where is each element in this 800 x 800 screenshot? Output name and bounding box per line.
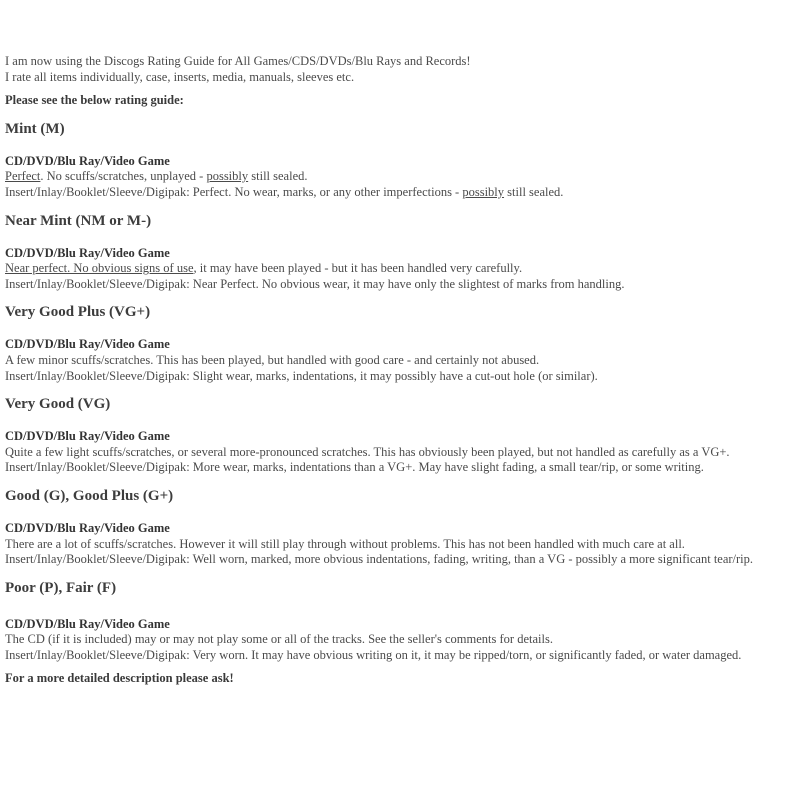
text: . No scuffs/scratches, unplayed - bbox=[40, 169, 207, 184]
rating-guide bbox=[5, 54, 797, 687]
media-description: There are a lot of scuffs/scratches. However it will still play through without problems. This has not been handled with much care at all. bbox=[5, 536, 685, 551]
media-description: A few minor scuffs/scratches. This has been played, but handled with good care - and certainly not abused. bbox=[5, 352, 540, 367]
media-description bbox=[5, 169, 797, 185]
media-subhead: CD/DVD/Blu Ray/Video Game bbox=[5, 429, 170, 444]
insert-description: Insert/Inlay/Booklet/Sleeve/Digipak: Well worn, marked, more obvious indentations, fading, writing, than a VG - possibly a more significant tear/rip. bbox=[5, 552, 754, 567]
grade-near-mint bbox=[5, 212, 797, 293]
grade-title: Very Good Plus (VG+) bbox=[5, 304, 151, 321]
grade-title: Mint (M) bbox=[5, 120, 65, 137]
grade-mint bbox=[5, 120, 797, 201]
media-description: Quite a few light scuffs/scratches, or several more-pronounced scratches. This has obviously been played, but not handled as carefully as a VG+. bbox=[5, 444, 730, 459]
media-subhead: CD/DVD/Blu Ray/Video Game bbox=[5, 337, 170, 352]
media-description: The CD (if it is included) may or may not play some or all of the tracks. See the seller's comments for details. bbox=[5, 632, 553, 647]
insert-description: Insert/Inlay/Booklet/Sleeve/Digipak: Very worn. It may have obvious writing on it, it may be ripped/torn, or significantly faded, or water damaged. bbox=[5, 647, 742, 662]
media-subhead: CD/DVD/Blu Ray/Video Game bbox=[5, 245, 170, 260]
underlined-text: possibly bbox=[462, 184, 505, 199]
media-subhead: CD/DVD/Blu Ray/Video Game bbox=[5, 616, 170, 631]
text: , it may have been played - but it has been handled very carefully. bbox=[193, 261, 523, 276]
grade-vg-plus bbox=[5, 303, 797, 384]
insert-description: Insert/Inlay/Booklet/Sleeve/Digipak: Slight wear, marks, indentations, it may possibly have a cut-out hole (or similar). bbox=[5, 368, 598, 383]
grade-title: Near Mint (NM or M-) bbox=[5, 212, 152, 229]
underlined-text: possibly bbox=[206, 169, 249, 184]
media-subhead: CD/DVD/Blu Ray/Video Game bbox=[5, 153, 170, 168]
text: still sealed. bbox=[248, 169, 308, 184]
insert-description: Insert/Inlay/Booklet/Sleeve/Digipak: Near Perfect. No obvious wear, it may have only the slightest of marks from handling. bbox=[5, 276, 625, 291]
text: still sealed. bbox=[504, 184, 564, 199]
intro-line-2: I rate all items individually, case, inserts, media, manuals, sleeves etc. bbox=[5, 69, 355, 84]
media-description bbox=[5, 261, 797, 277]
insert-description: Insert/Inlay/Booklet/Sleeve/Digipak: More wear, marks, indentations than a VG+. May have slight fading, a small tear/rip, or some writing. bbox=[5, 460, 704, 475]
guide-prompt: Please see the below rating guide: bbox=[5, 93, 184, 108]
closing-note: For a more detailed description please ask! bbox=[5, 671, 234, 686]
grade-title: Good (G), Good Plus (G+) bbox=[5, 487, 174, 504]
underlined-text: Perfect bbox=[5, 169, 41, 184]
text: Insert/Inlay/Booklet/Sleeve/Digipak: Perfect. No wear, marks, or any other imperfections - bbox=[5, 184, 463, 199]
media-subhead: CD/DVD/Blu Ray/Video Game bbox=[5, 520, 170, 535]
grade-vg bbox=[5, 395, 797, 476]
intro-line-1: I am now using the Discogs Rating Guide for All Games/CDS/DVDs/Blu Rays and Records! bbox=[5, 54, 471, 68]
grade-good bbox=[5, 487, 797, 568]
intro bbox=[5, 54, 797, 85]
underlined-text: Near perfect. No obvious signs of use bbox=[5, 261, 194, 276]
grade-title: Very Good (VG) bbox=[5, 396, 111, 413]
grade-poor bbox=[5, 579, 797, 664]
insert-description bbox=[5, 185, 797, 201]
grade-title: Poor (P), Fair (F) bbox=[5, 579, 117, 596]
